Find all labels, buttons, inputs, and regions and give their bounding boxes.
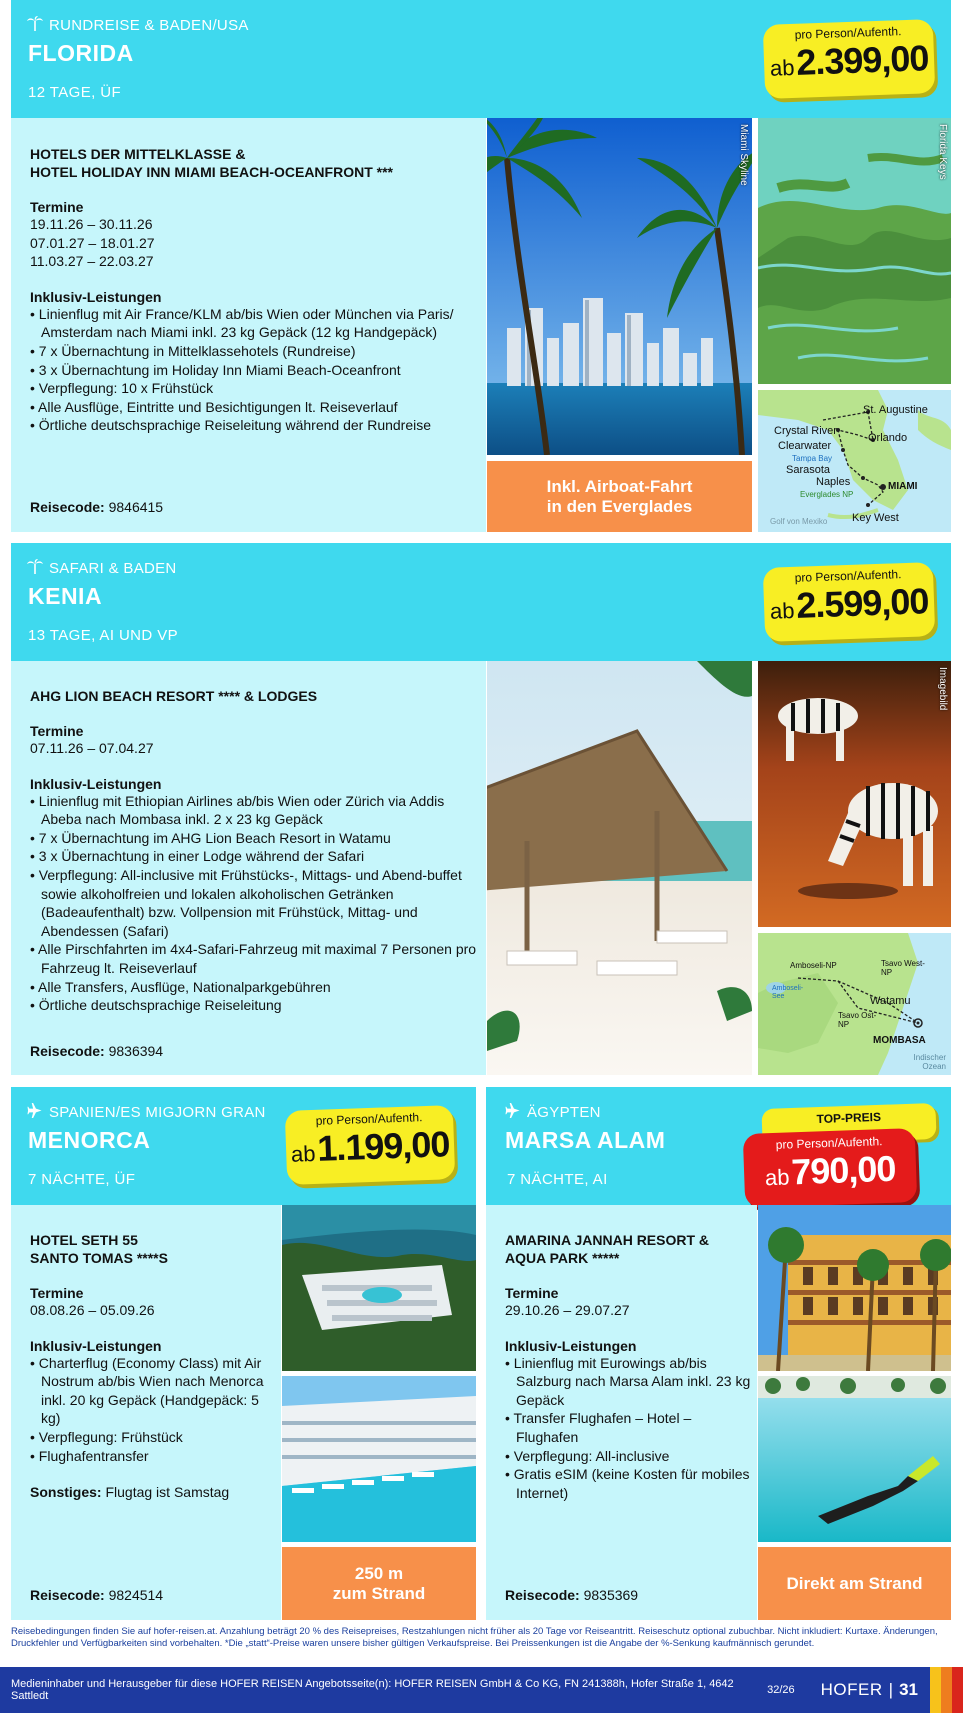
map-label: Tampa Bay: [792, 454, 833, 463]
inklusiv-heading: Inklusiv-Leistungen: [30, 1337, 162, 1354]
list-item: • Flughafentransfer: [30, 1447, 280, 1466]
hotel-name: AMARINA JANNAH RESORT & AQUA PARK *****: [505, 1232, 710, 1266]
price-value: 2.599,00: [795, 580, 930, 626]
photo-caption: Florida Keys: [937, 124, 948, 180]
marsa-duration: 7 NÄCHTE, AI: [507, 1171, 608, 1188]
airplane-icon: [27, 1103, 43, 1122]
map-label: MIAMI: [888, 481, 918, 492]
inklusiv-heading: Inklusiv-Leistungen: [30, 288, 162, 305]
florida-destination: FLORIDA: [28, 40, 134, 66]
kenia-map: [758, 933, 951, 1075]
kenia-reisecode: [30, 1043, 163, 1059]
florida-keys-photo: [758, 118, 951, 384]
list-item: • 3 x Übernachtung in einer Lodge während der Safari: [30, 847, 480, 866]
map-label: Sarasota: [786, 464, 831, 476]
inklusiv-list: [30, 792, 480, 1015]
termin-item: 29.10.26 – 29.07.27: [505, 1302, 630, 1318]
brand-stripes: [930, 1667, 963, 1713]
map-label: Amboseli-See: [772, 985, 804, 1000]
zebra-photo: [758, 661, 951, 927]
marsa-reisecode: [505, 1587, 638, 1603]
termine-heading: Termine: [505, 1285, 559, 1301]
florida-map: [758, 390, 951, 532]
inklusiv-list: [30, 305, 480, 435]
price-prefix: ab: [769, 597, 795, 624]
list-item: • Alle Pirschfahrten im 4x4-Safari-Fahrzeug mit maximal 7 Personen pro Fahrzeug lt. Reiseverlauf: [30, 940, 480, 977]
kenia-price-badge: [763, 562, 935, 642]
list-item: • Verpflegung: 10 x Frühstück: [30, 379, 480, 398]
menorca-reisecode: [30, 1587, 163, 1603]
reisecode-value: 9835369: [583, 1587, 639, 1603]
imprint-text: Medieninhaber und Herausgeber für diese HOFER REISEN Angebotsseite(n): HOFER REISEN GmbH & Co KG, FN 241388h, Hofer Straße 1, 4642 Sattledt: [11, 1678, 734, 1702]
map-label: Crystal River: [774, 425, 837, 437]
map-label: Orlando: [868, 432, 908, 444]
map-label: Watamu: [870, 995, 911, 1007]
map-label: Amboseli-NP: [790, 961, 837, 970]
list-item: • Linienflug mit Eurowings ab/bis Salzburg nach Marsa Alam inkl. 23 kg Gepäck: [505, 1354, 755, 1410]
marsa-diver-photo: [758, 1376, 951, 1542]
top-price-label: TOP-PREIS: [816, 1109, 882, 1127]
price-value: 1.199,00: [316, 1123, 451, 1169]
list-item: • Charterflug (Economy Class) mit Air Nostrum ab/bis Wien nach Menorca inkl. 20 kg Gepäck (Handgepäck: 5 kg): [30, 1354, 280, 1428]
marsa-text: [505, 1231, 755, 1502]
hotel-name: AHG LION BEACH RESORT **** & LODGES: [30, 688, 318, 704]
list-item: • Alle Ausflüge, Eintritte und Besichtigungen lt. Reiseverlauf: [30, 398, 480, 417]
map-label: Clearwater: [778, 440, 832, 452]
issue-number: 32/26: [767, 1684, 795, 1696]
price-prefix: ab: [769, 54, 795, 81]
reisecode-value: 9836394: [108, 1043, 164, 1059]
kenia-text: [30, 687, 480, 1015]
marsa-category: [505, 1103, 601, 1122]
separator: |: [888, 1680, 894, 1699]
legal-note: Reisebedingungen finden Sie auf hofer-reisen.at. Anzahlung beträgt 20 % des Reisepreises, Restzahlungen nicht früher als 20 Tage vor Reiseantritt. Reiseschutz optional zubuchbar. Nicht inkludiert: Kurtaxe. Änderungen, Druckfehler und Verfügbarkeiten sind vorbehalten. *Die „statt“-Preise waren unsere bisher gültigen Verkaufspreise. Bei Preissenkungen ist die Angabe der %-Senkung kaufmännisch gerundet.: [11, 1626, 938, 1649]
kenia-category: [27, 559, 177, 578]
map-label: Everglades NP: [800, 490, 854, 499]
price-value: 790,00: [790, 1147, 897, 1193]
map-label: Golf von Mexiko: [770, 517, 828, 526]
reisecode-value: 9846415: [108, 499, 164, 515]
marsa-highlight: Direkt am Strand: [758, 1547, 951, 1620]
reisecode-label: Reisecode:: [30, 499, 105, 515]
list-item: • Transfer Flughafen – Hotel – Flughafen: [505, 1409, 755, 1446]
termine-heading: Termine: [30, 199, 84, 215]
menorca-destination: MENORCA: [28, 1127, 151, 1153]
florida-highlight: Inkl. Airboat-Fahrt in den Everglades: [487, 461, 752, 532]
price-label: pro Person/Aufenth.: [775, 1134, 883, 1152]
map-label: Key West: [852, 512, 899, 524]
sonstiges: [30, 1483, 280, 1502]
map-label: Tsavo Ost-NP: [838, 1011, 877, 1029]
list-item: • 7 x Übernachtung in Mittelklassehotels (Rundreise): [30, 342, 480, 361]
florida-price-badge: [763, 19, 935, 99]
menorca-duration: 7 NÄCHTE, ÜF: [28, 1171, 136, 1188]
list-item: • Linienflug mit Ethiopian Airlines ab/bis Wien oder Zürich via Addis Abeba nach Mombasa inkl. 2 x 23 kg Gepäck: [30, 792, 480, 829]
reisecode-value: 9824514: [108, 1587, 164, 1603]
inklusiv-heading: Inklusiv-Leistungen: [505, 1337, 637, 1354]
map-label: Naples: [816, 476, 851, 488]
marsa-destination: MARSA ALAM: [505, 1127, 666, 1153]
termine-heading: Termine: [30, 723, 84, 739]
florida-text: [30, 145, 480, 435]
hotel-name: HOTELS DER MITTELKLASSE & HOTEL HOLIDAY INN MIAMI BEACH-OCEANFRONT ***: [30, 146, 393, 180]
florida-category: [27, 16, 249, 35]
reisecode-label: Reisecode:: [505, 1587, 580, 1603]
inklusiv-heading: Inklusiv-Leistungen: [30, 775, 162, 792]
price-prefix: ab: [764, 1164, 790, 1191]
airplane-icon: [505, 1103, 521, 1122]
menorca-category-label: SPANIEN/ES MIGJORN GRAN: [49, 1104, 266, 1121]
imprint-bar: [0, 1667, 930, 1713]
price-prefix: ab: [290, 1140, 316, 1167]
list-item: • Verpflegung: All-inclusive mit Frühstücks-, Mittags- und Abend-buffet sowie alkoholfreien und lokalen alkoholischen Getränken (Badeaufenthalt) bzw. Vollpension mit Frühstück, Mittag- und Abendessen (Safari): [30, 866, 480, 940]
list-item: • 7 x Übernachtung im AHG Lion Beach Resort in Watamu: [30, 829, 480, 848]
brand-name: HOFER: [820, 1680, 883, 1699]
termin-item: 19.11.26 – 30.11.26: [30, 216, 153, 232]
termin-item: 08.08.26 – 05.09.26: [30, 1302, 155, 1318]
inklusiv-list: [30, 1354, 280, 1466]
sonstiges-label: Sonstiges:: [30, 1484, 102, 1501]
price-label: pro Person/Aufenth.: [794, 567, 902, 585]
menorca-aerial-photo: [282, 1205, 476, 1371]
list-item: • Verpflegung: Frühstück: [30, 1428, 280, 1447]
sonstiges-value: Flugtag ist Samstag: [105, 1484, 230, 1501]
termin-item: 07.01.27 – 18.01.27: [30, 234, 155, 251]
florida-category-label: RUNDREISE & BADEN/USA: [49, 17, 249, 34]
photo-caption: Imagebild: [937, 667, 948, 711]
list-item: • Alle Transfers, Ausflüge, Nationalparkgebühren: [30, 978, 480, 997]
florida-duration: 12 TAGE, ÜF: [28, 84, 122, 101]
list-item: • Örtliche deutschsprachige Reiseleitung während der Rundreise: [30, 416, 480, 435]
menorca-pool-photo: [282, 1376, 476, 1542]
palm-icon: [27, 559, 43, 578]
kenia-category-label: SAFARI & BADEN: [49, 560, 177, 577]
menorca-highlight: 250 m zum Strand: [282, 1547, 476, 1620]
map-label: Tsavo West-NP: [881, 959, 925, 977]
map-label: Indischer Ozean: [913, 1053, 946, 1071]
kenia-duration: 13 TAGE, AI UND VP: [28, 627, 179, 644]
marsa-price-badge: [743, 1128, 917, 1208]
termine-heading: Termine: [30, 1285, 84, 1301]
menorca-category: [27, 1103, 266, 1122]
reisecode-label: Reisecode:: [30, 1587, 105, 1603]
map-label: MOMBASA: [873, 1035, 926, 1046]
palm-icon: [27, 16, 43, 35]
list-item: • 3 x Übernachtung im Holiday Inn Miami Beach-Oceanfront: [30, 361, 480, 380]
map-label: St. Augustine: [863, 404, 928, 416]
menorca-text: [30, 1231, 280, 1502]
menorca-price-badge: [285, 1105, 455, 1185]
hotel-name: HOTEL SETH 55 SANTO TOMAS ****S: [30, 1232, 168, 1266]
list-item: • Verpflegung: All-inclusive: [505, 1447, 755, 1466]
photo-caption: Miami Skyline: [738, 124, 749, 186]
price-value: 2.399,00: [795, 37, 930, 83]
termin-item: 11.03.27 – 22.03.27: [30, 253, 154, 270]
marsa-category-label: ÄGYPTEN: [527, 1104, 601, 1121]
page-number: 31: [899, 1680, 918, 1699]
termin-item: 07.11.26 – 07.04.27: [30, 740, 154, 756]
kenia-destination: KENIA: [28, 583, 103, 609]
miami-skyline-photo: [487, 118, 752, 455]
florida-reisecode: [30, 499, 163, 515]
price-label: pro Person/Aufenth.: [315, 1110, 423, 1128]
list-item: • Gratis eSIM (keine Kosten für mobiles Internet): [505, 1465, 755, 1502]
beach-hut-photo: [487, 661, 752, 1075]
list-item: • Örtliche deutschsprachige Reiseleitung: [30, 996, 480, 1015]
price-label: pro Person/Aufenth.: [794, 24, 902, 42]
inklusiv-list: [505, 1354, 755, 1503]
marsa-hotel-photo: [758, 1205, 951, 1371]
reisecode-label: Reisecode:: [30, 1043, 105, 1059]
list-item: • Linienflug mit Air France/KLM ab/bis Wien oder München via Paris/ Amsterdam nach Miami inkl. 23 kg Gepäck (12 kg Handgepäck): [30, 305, 480, 342]
